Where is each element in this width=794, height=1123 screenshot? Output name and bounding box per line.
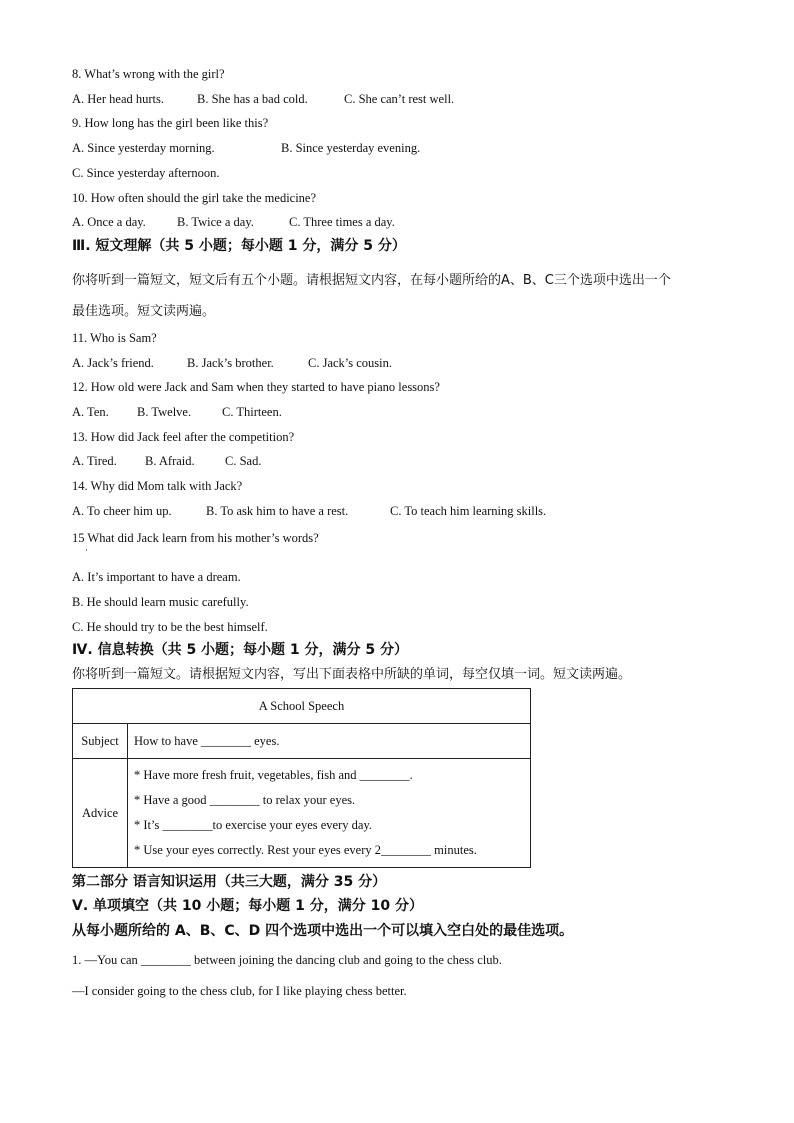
option-c: C. To teach him learning skills.	[390, 504, 547, 518]
question-1-line1: 1. —You can ________ between joining the dancing club and going to the chess club.	[72, 953, 502, 967]
option-b: B. He should learn music carefully.	[72, 595, 249, 609]
question-1-line2: —I consider going to the chess club, for I like playing chess better.	[72, 984, 407, 998]
school-speech-table	[72, 688, 531, 868]
question-9-stem: 9. How long has the girl been like this?	[72, 116, 269, 130]
subject-value: How to have ________ eyes.	[128, 724, 531, 759]
option-a: A. Tired.	[72, 454, 117, 468]
option-c: C. Jack’s cousin.	[308, 356, 393, 370]
advice-cell	[128, 759, 531, 868]
option-b: B. Twelve.	[137, 405, 192, 419]
part-2-heading: 第二部分 语言知识运用（共三大题，满分 35 分）	[72, 874, 387, 890]
question-10-options	[72, 214, 395, 230]
section-4-instructions: 你将听到一篇短文。请根据短文内容，写出下面表格中所缺的单词，每空仅填一词。短文读两遍。	[72, 667, 632, 682]
section-4-heading: Ⅳ. 信息转换（共 5 小题；每小题 1 分，满分 5 分）	[72, 642, 409, 658]
question-8-stem: 8. What’s wrong with the girl?	[72, 67, 225, 81]
question-10-stem: 10. How often should the girl take the medicine?	[72, 191, 317, 205]
option-c: C. Sad.	[225, 454, 262, 468]
option-b: B. Since yesterday evening.	[281, 141, 421, 155]
table-title: A School Speech	[73, 689, 531, 724]
advice-item: * Use your eyes correctly. Rest your eyes every 2________ minutes.	[134, 843, 477, 857]
advice-item: * Have a good ________ to relax your eyes.	[134, 793, 356, 807]
question-8-options	[72, 91, 454, 107]
subject-label: Subject	[73, 724, 128, 759]
question-12-stem: 12. How old were Jack and Sam when they started to have piano lessons?	[72, 380, 440, 394]
question-15-stem: 15 What did Jack learn from his mother’s words?	[72, 531, 319, 545]
section-5-instructions: 从每小题所给的 A、B、C、D 四个选项中选出一个可以填入空白处的最佳选项。	[72, 923, 574, 939]
option-b: B. To ask him to have a rest.	[206, 504, 349, 518]
advice-item: * It’s ________to exercise your eyes every day.	[134, 818, 373, 832]
stray-dot-mark: ·	[85, 545, 88, 555]
option-c: C. Three times a day.	[289, 215, 395, 229]
question-13-options	[72, 453, 261, 469]
option-b: B. She has a bad cold.	[197, 92, 308, 106]
question-9-options	[72, 140, 420, 156]
section-5-heading: Ⅴ. 单项填空（共 10 小题；每小题 1 分，满分 10 分）	[72, 898, 423, 914]
option-a: A. Jack’s friend.	[72, 356, 154, 370]
question-11-stem: 11. Who is Sam?	[72, 331, 157, 345]
option-a: A. Her head hurts.	[72, 92, 164, 106]
option-c: C. Thirteen.	[222, 405, 282, 419]
option-b: B. Jack’s brother.	[187, 356, 274, 370]
question-13-stem: 13. How did Jack feel after the competition?	[72, 430, 295, 444]
section-3-heading: Ⅲ. 短文理解（共 5 小题；每小题 1 分，满分 5 分）	[72, 238, 406, 254]
option-a: A. It’s important to have a dream.	[72, 570, 241, 584]
option-b: B. Afraid.	[145, 454, 195, 468]
question-14-stem: 14. Why did Mom talk with Jack?	[72, 479, 243, 493]
option-a: A. Once a day.	[72, 215, 146, 229]
advice-item: * Have more fresh fruit, vegetables, fish and ________.	[134, 768, 413, 782]
question-14-options	[72, 503, 546, 519]
option-c: C. He should try to be the best himself.	[72, 620, 268, 634]
option-c: C. She can’t rest well.	[344, 92, 455, 106]
question-12-options	[72, 404, 282, 420]
question-11-options	[72, 355, 392, 371]
option-a: A. Since yesterday morning.	[72, 141, 215, 155]
option-c: C. Since yesterday afternoon.	[72, 166, 220, 180]
section-3-instructions-line2: 最佳选项。短文读两遍。	[72, 304, 216, 319]
option-b: B. Twice a day.	[177, 215, 254, 229]
advice-label: Advice	[73, 759, 128, 868]
option-a: A. Ten.	[72, 405, 109, 419]
section-3-instructions-line1: 你将听到一篇短文，短文后有五个小题。请根据短文内容，在每小题所给的A、B、C三个选项中选出一个	[72, 273, 671, 288]
option-a: A. To cheer him up.	[72, 504, 172, 518]
